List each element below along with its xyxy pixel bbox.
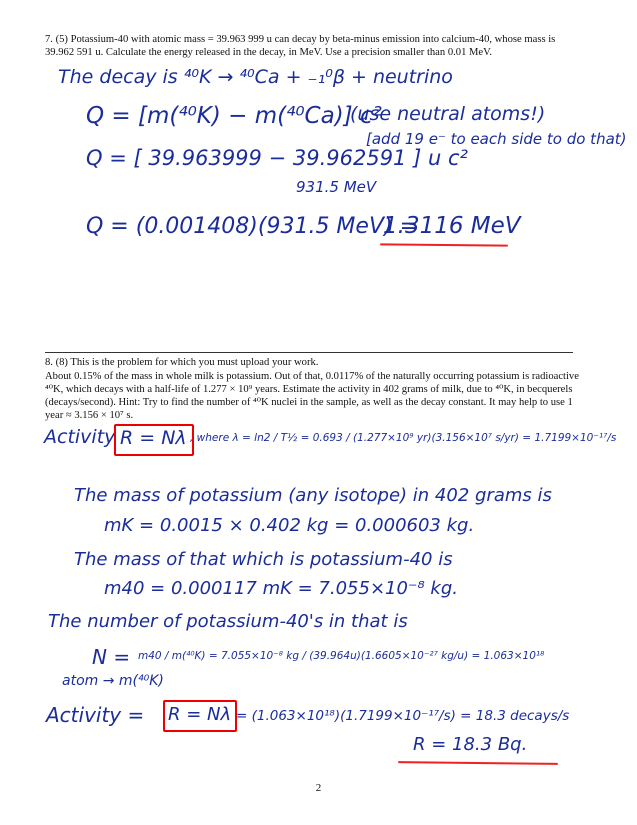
hand-7-conversion: 931.5 MeV — [296, 178, 377, 196]
hand-7-note-1: (use neutral atoms!) — [350, 103, 546, 125]
answer-8-underline — [398, 761, 558, 765]
hand-8-line-4: The mass of that which is potassium-40 is — [74, 549, 453, 570]
hand-8-activity-result: = (1.063×10¹⁸)(1.7199×10⁻¹⁷/s) = 18.3 decays/s — [236, 708, 570, 724]
hand-8-n-label: N = — [92, 645, 131, 669]
problem-8-title: 8. (8) This is the problem for which you must upload your work. — [45, 357, 319, 368]
section-divider — [45, 352, 573, 353]
hand-8-line-3: mK = 0.0015 × 0.402 kg = 0.000603 kg. — [104, 515, 475, 536]
hand-7-line-2: Q = [m(⁴⁰K) − m(⁴⁰Ca)] c² — [86, 103, 382, 129]
hand-8-decay-constant: , where λ = ln2 / T½ = 0.693 / (1.277×10⁹ yr)(3.156×10⁷ s/yr) = 1.7199×10⁻¹⁷/s — [190, 432, 617, 444]
hand-8-formula-2: R = Nλ — [168, 704, 232, 725]
page-number: 2 — [315, 782, 322, 794]
problem-7-text: 7. (5) Potassium-40 with atomic mass = 39.963 999 u can decay by beta-minus emission into calcium-40, whose mass is 39.962 591 u. Calculate the energy released in the decay, in MeV. Use a precision smaller than 0.01 MeV. — [45, 34, 556, 58]
hand-7-note-2: [add 19 e⁻ to each side to do that) — [366, 130, 627, 148]
hand-8-line-6: The number of potassium-40's in that is — [48, 611, 408, 632]
hand-8-activity-label-2: Activity = — [46, 703, 145, 727]
problem-8-body: About 0.15% of the mass in whole milk is potassium. Out of that, 0.0117% of the naturally occurring potassium is radioactive ⁴⁰K, which decays with a half-life of 1.277 × 10⁹ years. Estimate the activity in 402 grams of milk, due to ⁴⁰K, in becquerels (decays/second). Hint: Try to find the number of ⁴⁰K nuclei in the sample, as well as the decay constant. It may help to use 1 year ≈ 3.156 × 10⁷ s. — [45, 371, 579, 421]
hand-7-line-3: Q = [ 39.963999 − 39.962591 ] u c² — [86, 146, 468, 170]
hand-8-line-2: The mass of potassium (any isotope) in 402 grams is — [74, 485, 552, 506]
hand-8-formula-1: R = Nλ — [120, 427, 187, 449]
hand-7-line-1: The decay is ⁴⁰K → ⁴⁰Ca + ₋₁⁰β + neutrino — [58, 66, 453, 88]
hand-8-atom-note: atom → m(⁴⁰K) — [62, 673, 164, 689]
hand-8-activity-label: Activity — [44, 426, 116, 448]
hand-7-line-4: Q = (0.001408)(931.5 MeV) = — [86, 214, 419, 239]
hand-8-line-5: m40 = 0.000117 mK = 7.055×10⁻⁸ kg. — [104, 578, 458, 599]
answer-7-underline — [380, 243, 508, 246]
hand-7-answer: 1.3116 MeV — [383, 213, 521, 239]
hand-8-n-fraction: m40 / m(⁴⁰K) = 7.055×10⁻⁸ kg / (39.964u)(1.6605×10⁻²⁷ kg/u) = 1.063×10¹⁸ — [138, 650, 545, 662]
hand-8-final-answer: R = 18.3 Bq. — [413, 734, 528, 755]
